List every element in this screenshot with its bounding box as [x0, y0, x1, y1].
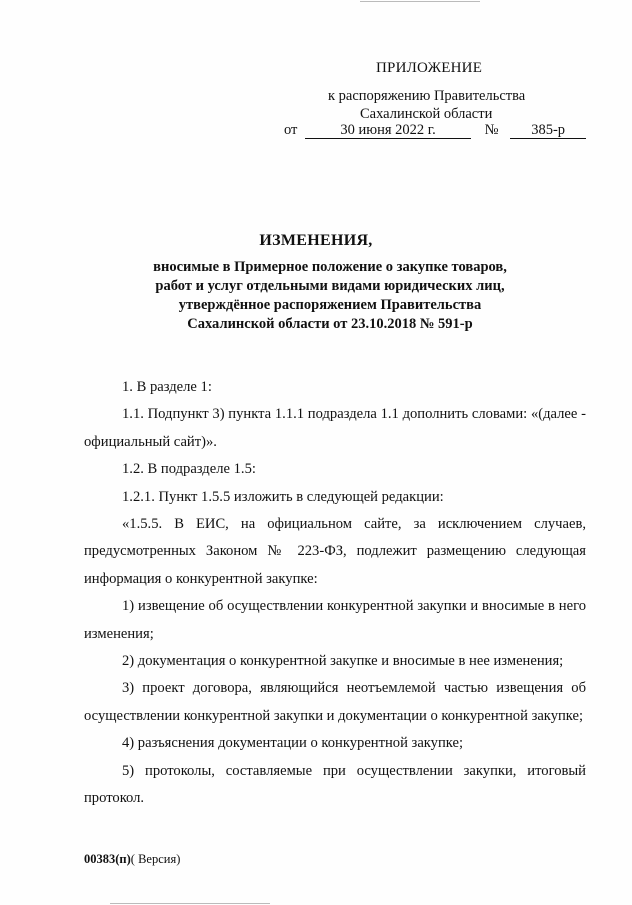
number-label: №: [484, 122, 499, 138]
list-item-2: 2) документация о конкурентной закупке и вносимые в нее изменения;: [122, 653, 564, 670]
footer-code: 00383(п): [84, 852, 131, 866]
footer-document-code: [84, 852, 180, 867]
list-item-4: 4) разъяснения документации о конкурентной закупке;: [122, 735, 464, 752]
date-prefix: от: [284, 122, 298, 138]
document-body: [84, 374, 586, 813]
date-number-row: [284, 122, 586, 139]
paragraph-1-2-1: 1.2.1. Пункт 1.5.5 изложить в следующей редакции:: [122, 488, 444, 505]
appendix-line-2: Сахалинской области: [360, 106, 493, 122]
appendix-line-1: к распоряжению Правительства: [328, 88, 526, 104]
footer-version: ( Версия): [130, 852, 181, 866]
paragraph-1-2: 1.2. В подразделе 1.5:: [122, 461, 256, 478]
appendix-title: ПРИЛОЖЕНИЕ: [376, 60, 483, 76]
scan-artifact-top: [360, 1, 480, 2]
list-item-3: 3) проект договора, являющийся неотъемлемой частью извещения об осуществлении конкурентной закупки и документации о конкурентной закупке;: [84, 680, 586, 724]
scan-artifact-bottom: [110, 903, 270, 904]
date-value: 30 июня 2022 г.: [305, 122, 471, 139]
number-value: 385-р: [510, 122, 586, 139]
paragraph-section-1: 1. В разделе 1:: [122, 379, 212, 395]
subtitle-line-4: Сахалинской области от 23.10.2018 № 591-р: [187, 316, 473, 332]
paragraph-1-5-5: «1.5.5. В ЕИС, на официальном сайте, за исключением случаев, предусмотренных Законом № 223-ФЗ, подлежит размещению следующая информация о конкурентной закупке:: [84, 516, 586, 587]
document-title: ИЗМЕНЕНИЯ,: [259, 232, 373, 249]
subtitle-line-2: работ и услуг отдельными видами юридических лиц,: [155, 278, 505, 294]
subtitle-line-1: вносимые в Примерное положение о закупке товаров,: [153, 259, 507, 275]
list-item-5: 5) протоколы, составляемые при осуществлении закупки, итоговый протокол.: [84, 762, 586, 807]
subtitle-line-3: утверждённое распоряжением Правительства: [178, 297, 482, 313]
paragraph-1-1: 1.1. Подпункт 3) пункта 1.1.1 подраздела 1.1 дополнить словами: «(далее - официальный сайт)».: [84, 406, 586, 450]
document-subtitle: [110, 258, 550, 334]
list-item-1: 1) извещение об осуществлении конкурентной закупки и вносимые в него изменения;: [84, 598, 586, 642]
